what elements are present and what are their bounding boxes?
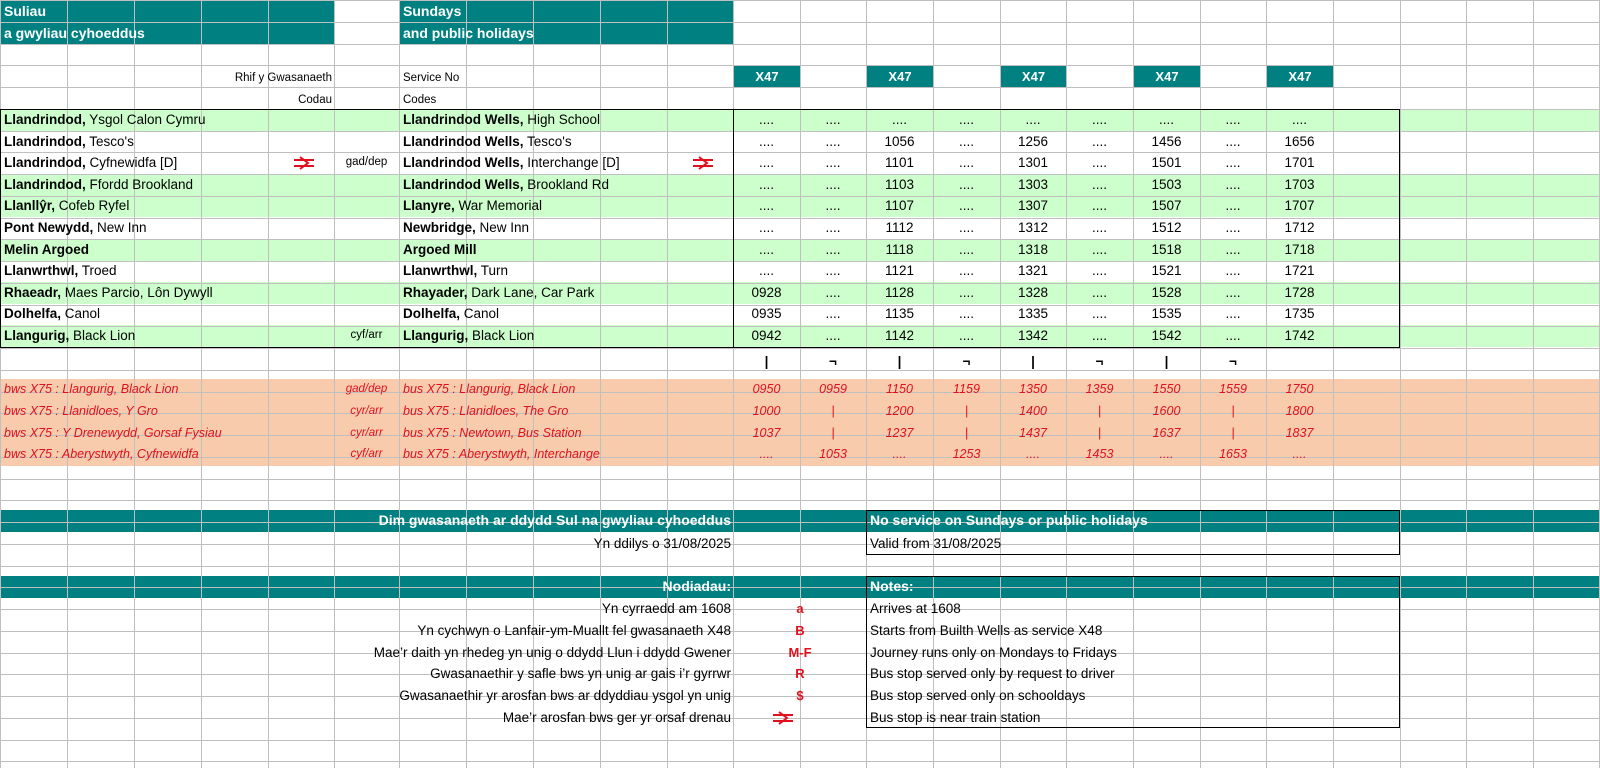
stop-code: gad/dep [345,156,388,168]
departure-time: 1335 [1017,306,1049,321]
english-stop-name [403,152,620,174]
connection-time: 1150 [886,382,913,396]
welsh-stop-name [4,174,193,196]
service-number-badge: X47 [1134,66,1200,87]
note-english: Bus stop served only by request to driver [870,666,1115,681]
departure-time: .... [1225,134,1241,149]
note-welsh: Mae’r daith yn rhedeg yn unig o ddydd Llun i ddydd Gwener [373,645,731,660]
welsh-stop-name [4,217,147,239]
connection-time: 0959 [819,382,847,396]
departure-time: .... [1091,198,1107,213]
welsh-stop-town: Llanllŷr, [4,198,56,213]
connection-time: 1359 [1085,382,1114,396]
note-code: $ [796,688,804,703]
connector-mark: | [897,354,902,369]
english-stop-detail: Turn [477,263,509,278]
connection-time: .... [1026,447,1040,461]
note-welsh: Gwasanaethir yr arosfan bws ar ddyddiau ysgol yn unig [399,688,731,703]
connection-time: 1053 [819,447,847,461]
service-number-badge: X47 [1001,66,1066,87]
departure-time: .... [825,112,841,127]
no-service-welsh: Dim gwasanaeth ar ddydd Sul na gwyliau cyhoeddus [378,512,731,528]
connection-time: | [964,426,969,440]
departure-time: .... [958,285,974,300]
connector-mark: ¬ [829,354,837,369]
departure-time: .... [1091,285,1107,300]
stop-code [334,131,399,153]
departure-time: .... [825,306,841,321]
departure-time: .... [958,306,974,321]
departure-time: .... [1225,306,1241,321]
connection-time: .... [892,447,907,461]
welsh-stop-town: Llanwrthwl, [4,263,79,278]
stop-code [334,217,399,239]
departure-time: 1301 [1017,155,1049,170]
departure-time: .... [1091,220,1107,235]
note-code: R [795,666,805,681]
departure-time: 1342 [1017,328,1049,343]
valid-from-english: Valid from 31/08/2025 [870,536,1002,551]
welsh-stop-name [4,195,129,217]
departure-time: 1103 [884,177,915,192]
connection-time: | [831,426,835,440]
departure-time: .... [958,177,974,192]
departure-time: .... [825,177,841,192]
welsh-title-2: a gwyliau cyhoeddus [4,25,145,41]
english-stop-detail: Brookland Rd [523,177,610,192]
departure-time: .... [1091,306,1107,321]
departure-time: .... [1091,177,1107,192]
departure-time: .... [1225,263,1241,278]
connection-time: 1750 [1285,382,1314,396]
stop-code [334,282,399,304]
connection-welsh: bws X75 : Llanidloes, Y Gro [4,404,158,418]
connection-time: 1037 [752,426,781,440]
train-station-icon [692,156,714,170]
welsh-stop-town: Dolhelfa, [4,306,62,321]
connection-time: 1350 [1019,382,1047,396]
departure-time: 1101 [884,155,915,170]
english-stop-name [403,195,542,217]
departure-time: .... [1225,198,1241,213]
departure-time: 1321 [1017,263,1049,278]
connection-time: | [1097,404,1102,418]
grid-row-line [0,740,1600,741]
connection-time: 1159 [953,382,980,396]
stop-code [334,303,399,325]
welsh-stop-name [4,303,100,325]
departure-time: 1118 [885,242,914,257]
grid-row-line [0,479,1600,480]
english-stop-name [403,303,499,325]
stop-code [334,195,399,217]
welsh-stop-detail: New Inn [93,220,147,235]
departure-time: .... [825,263,841,278]
welsh-stop-detail: Cyfnewidfa [D] [85,155,178,170]
departure-time: .... [1091,328,1107,343]
departure-time: .... [825,220,841,235]
english-stop-name [403,131,572,153]
welsh-stop-detail: Cofeb Ryfel [55,198,130,213]
departure-time: .... [825,198,841,213]
departure-time: 1307 [1017,198,1049,213]
departure-time: .... [1225,285,1241,300]
welsh-stop-detail: Canol [61,306,101,321]
departure-time: .... [958,242,974,257]
departure-time: .... [1291,112,1307,127]
connection-time: 1453 [1085,447,1114,461]
welsh-stop-name [4,260,117,282]
departure-time: 1503 [1151,177,1182,192]
connection-time: 1800 [1285,404,1314,418]
departure-time: 1328 [1017,285,1049,300]
notes-title-welsh: Nodiadau: [662,578,731,594]
departure-time: .... [958,112,974,127]
departure-time: .... [958,134,974,149]
note-english: Journey runs only on Mondays to Fridays [870,645,1117,660]
connection-code: cyr/arr [350,427,383,439]
departure-time: 1735 [1284,306,1315,321]
note-code: M-F [788,645,812,660]
welsh-stop-town: Llangurig, [4,328,70,343]
departure-time: .... [1091,112,1107,127]
departure-time: .... [825,328,841,343]
departure-time: .... [758,263,774,278]
service-number-badge: X47 [734,66,800,87]
departure-time: 0942 [751,328,782,343]
welsh-service-no-label: Rhif y Gwasanaeth [234,72,332,84]
english-stop-town: Argoed Mill [403,242,477,257]
departure-time: .... [758,155,774,170]
connection-code: cyf/arr [350,448,383,460]
departure-time: .... [1158,112,1174,127]
departure-time: 0935 [751,306,782,321]
connection-time: | [1231,426,1235,440]
departure-time: .... [1025,112,1041,127]
welsh-stop-name [4,282,213,304]
welsh-stop-town: Melin Argoed [4,242,90,257]
departure-time: .... [1225,220,1241,235]
english-stop-name [403,174,609,196]
departure-time: 1318 [1017,242,1049,257]
departure-time: 1501 [1151,155,1182,170]
connection-time: | [1097,426,1102,440]
departure-time: .... [1225,177,1241,192]
connection-english: bus X75 : Llangurig, Black Lion [403,382,576,396]
note-english: Bus stop is near train station [870,710,1041,725]
departure-time: 1512 [1151,220,1182,235]
grid-row-line [0,500,1600,501]
connection-time: 1653 [1219,447,1247,461]
connection-time: 1237 [885,426,914,440]
departure-time: .... [958,198,974,213]
connection-english: bus X75 : Aberystwyth, Interchange [403,447,600,461]
english-stop-town: Newbridge, [403,220,476,235]
english-service-no-label: Service No [403,72,460,84]
departure-time: 1256 [1017,134,1049,149]
departure-time: .... [1091,155,1107,170]
connection-english: bus X75 : Llanidloes, The Gro [403,404,569,418]
connection-time: .... [759,447,774,461]
connection-english: bus X75 : Newtown, Bus Station [403,426,582,440]
no-service-english: No service on Sundays or public holidays [870,512,1148,528]
departure-time: .... [758,198,774,213]
note-english: Arrives at 1608 [870,601,961,616]
english-stop-name [403,239,477,261]
departure-time: 0928 [751,285,782,300]
departure-time: .... [758,242,774,257]
english-stop-town: Llangurig, [403,328,469,343]
connection-welsh: bws X75 : Aberystwyth, Cyfnewidfa [4,447,199,461]
connector-mark: ¬ [962,354,971,369]
connection-welsh: bws X75 : Y Drenewydd, Gorsaf Fysiau [4,426,222,440]
welsh-stop-town: Llandrindod, [4,134,86,149]
note-welsh: Gwasanaethir y safle bws yn unig ar gais i’r gyrrwr [430,666,731,681]
departure-time: .... [825,242,841,257]
english-stop-detail: Interchange [D] [523,155,620,170]
welsh-stop-detail: Troed [78,263,117,278]
connection-time: 1837 [1285,426,1314,440]
connector-mark: | [764,354,769,369]
departure-time: 1456 [1151,134,1182,149]
welsh-stop-town: Rhaeadr, [4,285,62,300]
connection-time: | [1231,404,1235,418]
departure-time: 1703 [1284,177,1315,192]
english-stop-town: Dolhelfa, [403,306,461,321]
connection-time: 1600 [1152,404,1181,418]
english-title-1: Sundays [403,3,462,19]
connector-mark: | [1164,354,1169,369]
note-english: Bus stop served only on schooldays [870,688,1086,703]
english-stop-town: Llandrindod Wells, [403,112,524,127]
connector-mark: ¬ [1095,354,1104,369]
departure-time: .... [758,220,774,235]
departure-time: .... [1091,263,1107,278]
departure-time: 1128 [884,285,915,300]
note-english: Starts from Builth Wells as service X48 [870,623,1103,638]
english-stop-name [403,282,594,304]
english-stop-town: Llandrindod Wells, [403,134,524,149]
grid-row-line [0,0,1600,1]
note-code [733,707,867,729]
connection-time: 1550 [1152,382,1181,396]
connector-mark: ¬ [1229,354,1237,369]
welsh-stop-town: Llandrindod, [4,177,86,192]
grid-row-line [0,44,1600,45]
welsh-title-1: Suliau [4,3,47,19]
departure-time: 1056 [884,134,915,149]
welsh-stop-town: Pont Newydd, [4,220,94,235]
connection-time: 1000 [752,404,781,418]
grid-row-line [0,761,1600,762]
departure-time: .... [825,155,841,170]
departure-time: .... [891,112,907,127]
departure-time: .... [1225,328,1241,343]
stop-code: cyf/arr [350,329,383,341]
english-stop-detail: War Memorial [454,198,543,213]
english-stop-detail: New Inn [475,220,530,235]
departure-time: 1718 [1284,242,1315,257]
departure-time: 1542 [1151,328,1182,343]
grid-row-line [0,566,1600,567]
english-stop-town: Llandrindod Wells, [403,155,524,170]
welsh-stop-detail: Maes Parcio, Lôn Dywyll [61,285,213,300]
connection-time: 1437 [1019,426,1047,440]
notes-title-english: Notes: [870,578,914,594]
grid-row-line [0,65,1600,66]
departure-time: .... [1091,242,1107,257]
departure-time: .... [1225,112,1241,127]
english-stop-detail: Dark Lane, Car Park [467,285,595,300]
grid-row-line [0,22,1600,23]
stop-code [334,239,399,261]
connection-time: | [831,404,835,418]
connection-time: 1253 [952,447,981,461]
departure-time: .... [1225,242,1241,257]
english-stop-town: Rhayader, [403,285,468,300]
departure-time: 1521 [1151,263,1182,278]
english-stop-name [403,217,529,239]
welsh-stop-detail: Tesco's [85,134,134,149]
note-welsh: Mae’r arosfan bws ger yr orsaf drenau [502,710,731,725]
departure-time: .... [758,134,774,149]
note-code: a [796,601,804,616]
departure-time: .... [958,220,974,235]
note-welsh: Yn cychwyn o Lanfair-ym-Muallt fel gwasanaeth X48 [417,623,731,638]
departure-time: 1135 [884,306,915,321]
departure-time: .... [1225,155,1241,170]
welsh-codes-label: Codau [298,94,332,106]
departure-time: 1112 [885,220,914,235]
service-number-badge: X47 [1267,66,1333,87]
service-number-badge: X47 [867,66,933,87]
connection-time: 0950 [752,382,781,396]
english-stop-name [403,109,600,131]
departure-time: 1535 [1151,306,1182,321]
english-stop-town: Llandrindod Wells, [403,177,524,192]
welsh-stop-detail: Ysgol Calon Cymru [85,112,206,127]
departure-time: 1742 [1284,328,1315,343]
connection-welsh: bws X75 : Llangurig, Black Lion [4,382,179,396]
departure-time: .... [958,263,974,278]
departure-time: 1303 [1017,177,1049,192]
departure-time: .... [825,285,841,300]
welsh-stop-town: Llandrindod, [4,112,86,127]
connector-mark: | [1031,354,1035,369]
english-stop-detail: Tesco's [523,134,572,149]
valid-from-welsh: Yn ddilys o 31/08/2025 [593,536,731,551]
connection-time: 1200 [885,404,914,418]
departure-time: .... [958,155,974,170]
connection-code: cyr/arr [350,405,383,417]
note-code: B [795,623,805,638]
grid-row-line [0,348,1600,349]
note-welsh: Yn cyrraedd am 1608 [601,601,731,616]
departure-time: 1312 [1017,220,1049,235]
connection-time: 1637 [1152,426,1181,440]
english-stop-town: Llanwrthwl, [403,263,478,278]
stop-code [334,260,399,282]
welsh-stop-name [4,131,134,153]
welsh-stop-name [4,109,206,131]
welsh-stop-name [4,325,135,347]
english-codes-label: Codes [403,94,437,106]
connection-time: .... [1159,447,1174,461]
departure-time: 1728 [1284,285,1315,300]
departure-time: 1656 [1284,134,1315,149]
welsh-stop-detail: Ffordd Brookland [85,177,194,192]
welsh-stop-detail: Black Lion [69,328,136,343]
welsh-stop-name [4,239,89,261]
connection-time: 1559 [1219,382,1247,396]
departure-time: 1107 [884,198,915,213]
connector-mark [1266,351,1333,373]
english-stop-town: Llanyre, [403,198,455,213]
english-stop-name [403,325,534,347]
departure-time: .... [825,134,841,149]
connection-time: | [964,404,969,418]
departure-time: 1721 [1284,263,1315,278]
connection-time: 1400 [1019,404,1047,418]
connection-time: .... [1292,447,1307,461]
english-stop-detail: Canol [460,306,500,321]
departure-time: 1712 [1284,220,1315,235]
departure-time: .... [1091,134,1107,149]
welsh-stop-name [4,152,177,174]
departure-time: .... [758,112,774,127]
welsh-stop-town: Llandrindod, [4,155,86,170]
stop-code [334,109,399,131]
stop-code [334,174,399,196]
departure-time: .... [958,328,974,343]
english-stop-detail: High School [523,112,601,127]
train-station-icon [772,711,794,725]
train-station-icon [293,156,315,170]
english-stop-name [403,260,508,282]
departure-time: 1701 [1284,155,1315,170]
connection-code: gad/dep [345,383,388,395]
departure-time: 1518 [1151,242,1182,257]
departure-time: .... [758,177,774,192]
departure-time: 1528 [1151,285,1182,300]
departure-time: 1121 [884,263,915,278]
english-stop-detail: Black Lion [468,328,535,343]
english-title-2: and public holidays [403,25,534,41]
departure-time: 1507 [1151,198,1182,213]
departure-time: 1142 [884,328,915,343]
departure-time: 1707 [1284,198,1315,213]
